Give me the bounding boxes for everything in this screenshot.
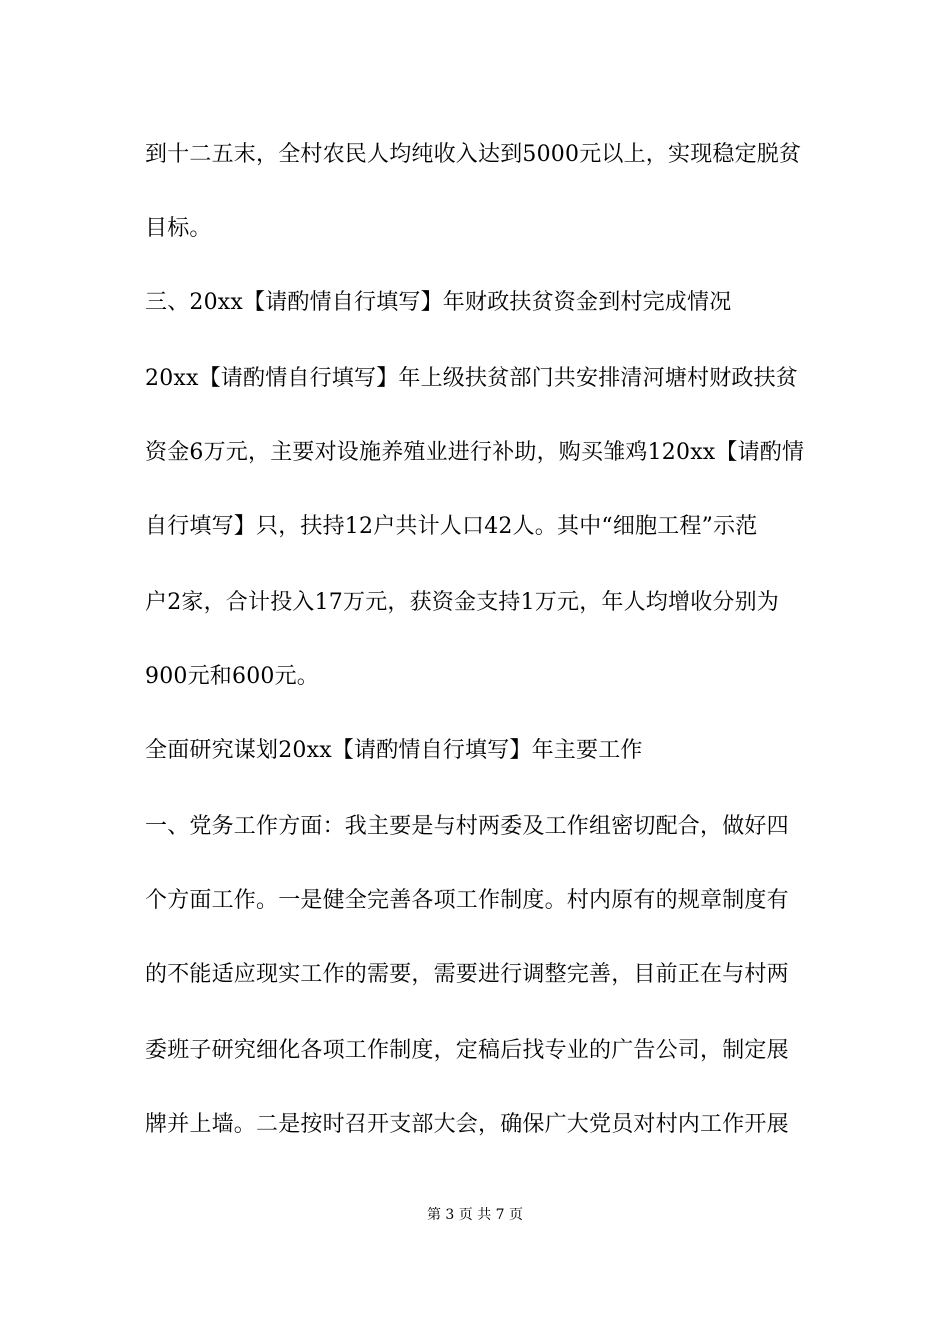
text-line-4: 20xx【请酌情自行填写】年上级扶贫部门共安排清河塘村财政扶贫 xyxy=(145,366,799,391)
text-line-1: 到十二五末，全村农民人均纯收入达到5000元以上，实现稳定脱贫 xyxy=(145,142,802,167)
page-number-label: 第 3 页 共 7 页 xyxy=(426,1207,524,1223)
text-line-7: 户2家，合计投入17万元，获资金支持1万元，年人均增收分别为 xyxy=(145,590,779,615)
section-heading-3: 三、20xx【请酌情自行填写】年财政扶贫资金到村完成情况 xyxy=(145,290,732,315)
text-line-14: 牌并上墙。二是按时召开支部大会，确保广大党员对村内工作开展 xyxy=(145,1112,789,1137)
text-line-6: 自行填写】只，扶持12户共计人口42人。其中“细胞工程”示范 xyxy=(145,514,758,539)
text-line-2: 目标。 xyxy=(145,216,212,241)
text-line-13: 委班子研究细化各项工作制度，定稿后找专业的广告公司，制定展 xyxy=(145,1038,789,1063)
text-line-10: 一、党务工作方面：我主要是与村两委及工作组密切配合，做好四 xyxy=(145,814,789,839)
text-line-8: 900元和600元。 xyxy=(145,664,319,689)
text-line-11: 个方面工作。一是健全完善各项工作制度。村内原有的规章制度有 xyxy=(145,888,789,913)
section-heading-work-plan: 全面研究谋划20xx【请酌情自行填写】年主要工作 xyxy=(145,738,643,763)
text-line-12: 的不能适应现实工作的需要，需要进行调整完善，目前正在与村两 xyxy=(145,962,789,987)
page-footer xyxy=(0,1205,950,1225)
text-line-5: 资金6万元，主要对设施养殖业进行补助，购买雏鸡120xx【请酌情 xyxy=(145,440,805,465)
